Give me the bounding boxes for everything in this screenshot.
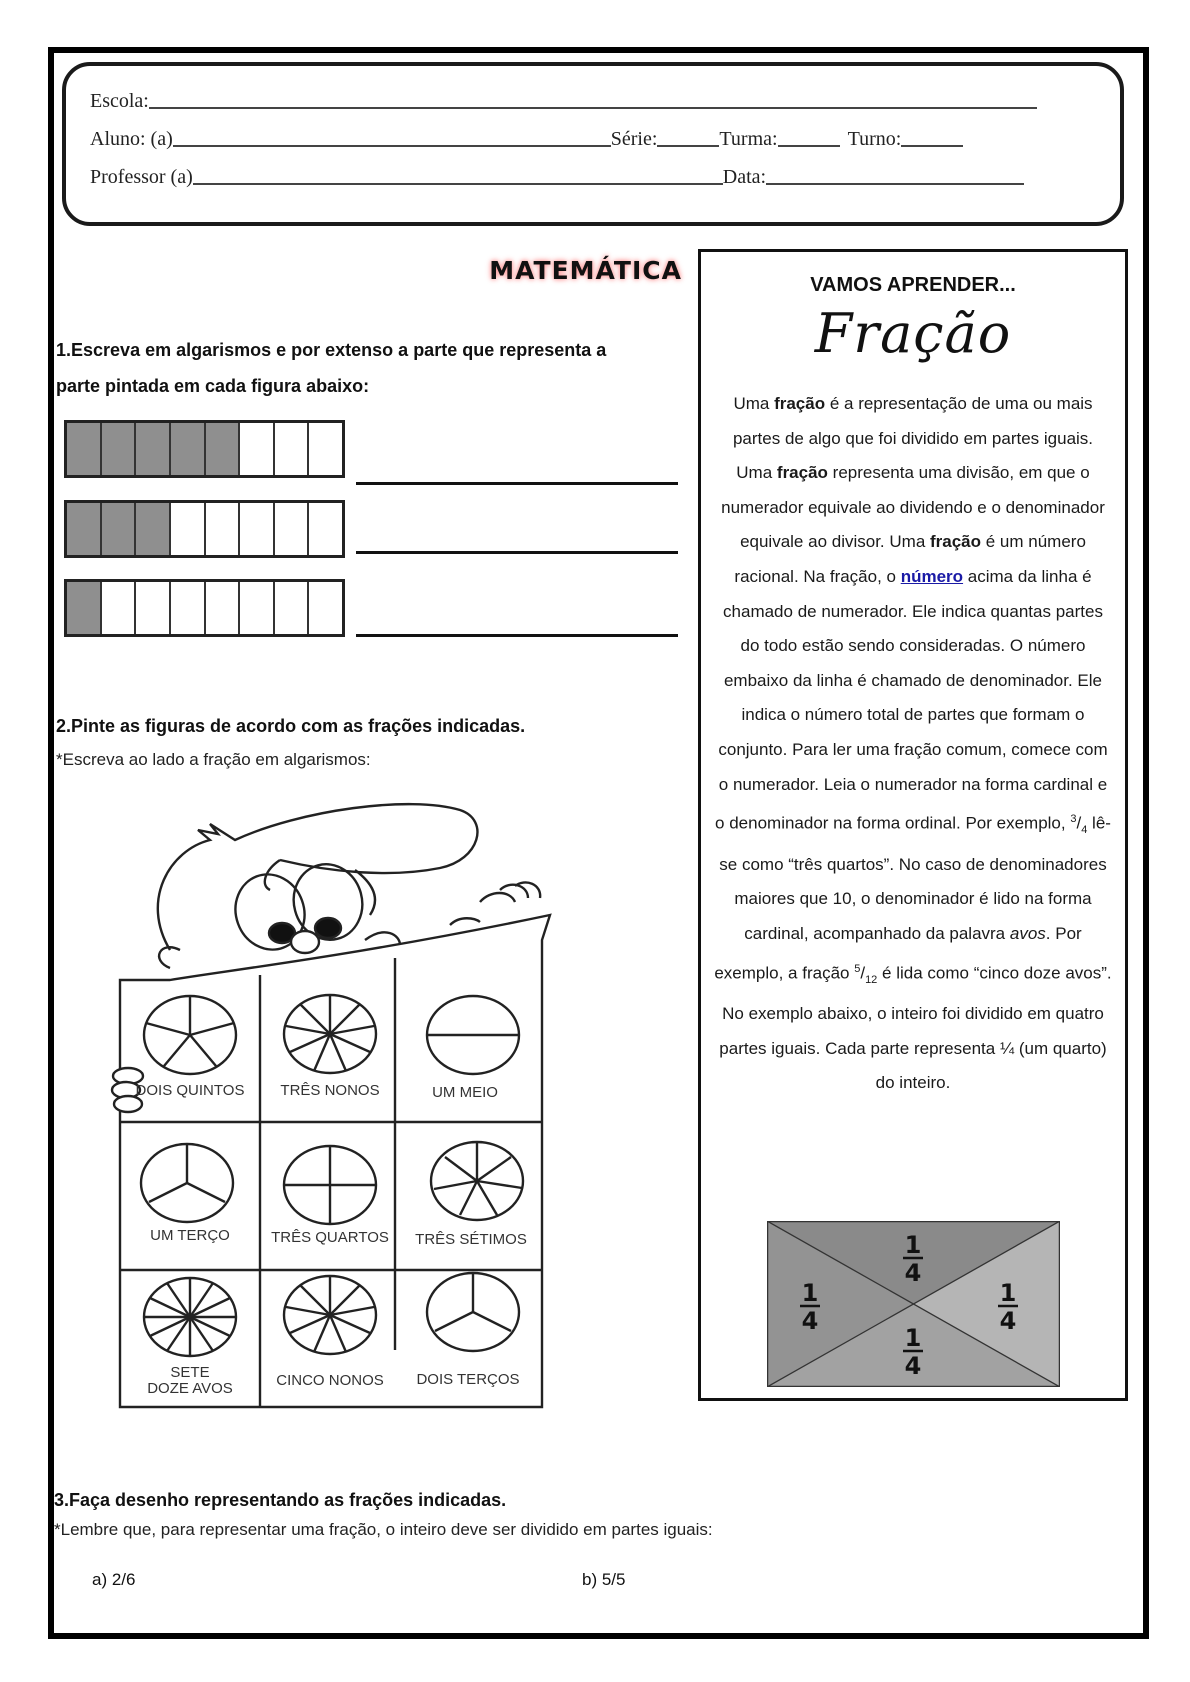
numero-link[interactable]: número <box>900 566 964 586</box>
learn-panel <box>698 249 1128 1401</box>
school-label: Escola: <box>90 90 149 112</box>
q3-option-a: a) 2/6 <box>92 1570 136 1589</box>
svg-text:1: 1 <box>999 1279 1017 1307</box>
svg-text:4: 4 <box>801 1307 819 1335</box>
date-field[interactable] <box>766 182 1024 185</box>
svg-text:1: 1 <box>904 1324 922 1352</box>
svg-text:4: 4 <box>904 1352 922 1380</box>
student-row <box>90 128 963 151</box>
fraction-bar-1 <box>64 420 345 478</box>
teacher-label: Professor (a) <box>90 166 193 188</box>
svg-text:1: 1 <box>904 1231 922 1259</box>
label-tres-quartos: TRÊS QUARTOS <box>271 1229 389 1246</box>
circle-quarters-icon <box>284 1146 376 1224</box>
q3-subtitle: *Lembre que, para representar uma fração, o inteiro deve ser dividido em partes iguais: <box>54 1520 713 1539</box>
q2-title: 2.Pinte as figuras de acordo com as frações indicadas. <box>56 716 526 736</box>
label-dois-tercos: DOIS TERÇOS <box>416 1371 520 1388</box>
shift-field[interactable] <box>901 144 963 147</box>
learn-text-p2: No exemplo abaixo, o inteiro foi dividido em quatro partes iguais. Cada parte representa ¼ (um quarto) do inteiro. <box>719 1004 1107 1093</box>
svg-text:4: 4 <box>999 1307 1017 1335</box>
quarters-rectangle-figure <box>767 1221 1060 1387</box>
label-sete: SETE <box>170 1364 210 1381</box>
learn-text: Uma fração é a representação de uma ou mais partes de algo que foi dividido em partes iguais. Uma fração representa uma divisão, em que o numerador equivale ao dividendo e o denominador equivale ao divisor. Uma fração é um número racional. Na fração, o número acima da linha é chamado de numerador. Ele indica quantas partes do todo estão sendo consideradas. O número embaixo da linha é chamado de denominador. Ele indica o número total de partes que formam o conjunto. Para ler uma fração comum, comece com o numerador. Leia o numerador na forma cardinal e o denominador na forma ordinal. Por exemplo, $^3/_4$ lê-se como “três quartos”. No caso de denominadores maiores que 10, o denominador é lido na forma cardinal, acompanhado da palavra avos. Por exemplo, a fração $^5/_{12}$ é lida como “cinco doze avos”. No exemplo abaixo, o inteiro foi dividido em quatro partes iguais. Cada parte representa ¼ (um quarto) do inteiro. <box>714 394 1112 1093</box>
student-info-header <box>62 62 1124 226</box>
fracao-title: Fração <box>814 302 1012 365</box>
student-field[interactable] <box>173 144 611 147</box>
class-label: Turma: <box>719 128 778 150</box>
school-field[interactable] <box>149 106 1037 109</box>
teacher-row <box>90 166 1024 189</box>
answer-line-2[interactable] <box>356 551 678 554</box>
q1-title-line2: parte pintada em cada figura abaixo: <box>56 376 370 396</box>
answer-line-1[interactable] <box>356 482 678 485</box>
school-row <box>90 90 1037 113</box>
circle-twelfths-icon <box>144 1278 236 1356</box>
date-label: Data: <box>722 166 767 188</box>
svg-text:4: 4 <box>904 1259 922 1287</box>
learn-heading: VAMOS APRENDER... <box>810 274 1016 296</box>
q3-option-b: b) 5/5 <box>582 1570 626 1589</box>
subject-title: MATEMÁTICA <box>489 256 682 285</box>
grade-label: Série: <box>610 128 658 150</box>
q1-title-line1: 1.Escreva em algarismos e por extenso a parte que representa a <box>56 340 607 360</box>
label-um-terco: UM TERÇO <box>150 1227 230 1244</box>
answer-line-3[interactable] <box>356 634 678 637</box>
label-um-meio: UM MEIO <box>432 1084 498 1101</box>
q2-subtitle: *Escreva ao lado a fração em algarismos: <box>56 750 371 769</box>
label-tres-nonos: TRÊS NONOS <box>280 1082 380 1099</box>
label-doze-avos: DOZE AVOS <box>147 1380 233 1397</box>
teacher-field[interactable] <box>193 182 723 185</box>
label-cinco-nonos: CINCO NONOS <box>276 1372 384 1389</box>
shift-label: Turno: <box>847 128 902 150</box>
student-label: Aluno: (a) <box>90 128 173 150</box>
fraction-circles-figure <box>110 790 600 1410</box>
svg-text:1: 1 <box>801 1279 819 1307</box>
q3-title: 3.Faça desenho representando as frações indicadas. <box>54 1490 507 1510</box>
label-dois-quintos: DOIS QUINTOS <box>135 1082 245 1099</box>
class-field[interactable] <box>778 144 840 147</box>
label-tres-setimos: TRÊS SÉTIMOS <box>415 1231 527 1248</box>
fraction-bar-2 <box>64 500 345 558</box>
fraction-bar-3 <box>64 579 345 637</box>
grade-field[interactable] <box>657 144 719 147</box>
